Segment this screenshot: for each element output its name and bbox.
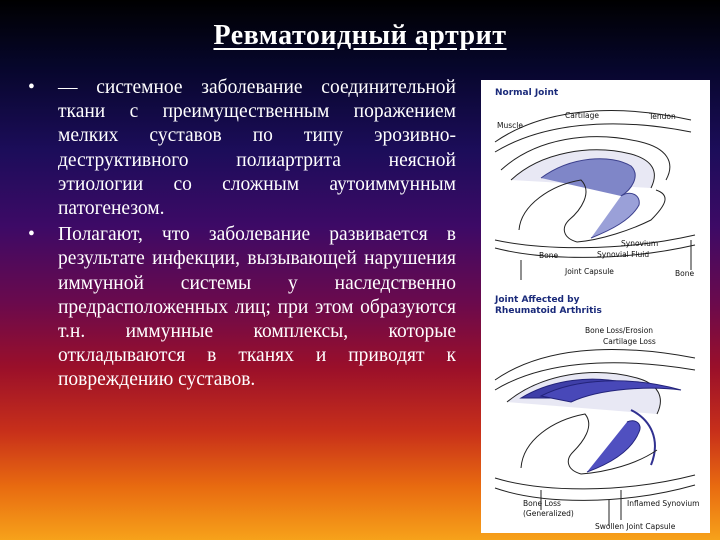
label-cartilage: Cartilage: [565, 111, 599, 120]
joint-diagram-svg: [481, 80, 710, 533]
label-bone-right: Bone: [675, 269, 695, 278]
label-joint-capsule: Joint Capsule: [565, 267, 614, 276]
ra-joint-heading-line2: Rheumatoid Arthritis: [495, 306, 602, 316]
bullet-text: Полагают, что заболевание развивается в результате инфекции, вызывающей нарушения иммунной системы у наследственно предрасположенных лиц; при этом образуются т.н. иммунные комплексы, которые откладываются в тканях и приводят к повреждению суставов.: [58, 224, 456, 391]
bullet-item-etiology: [28, 223, 456, 392]
label-synovium: Synovium: [621, 239, 659, 248]
label-bone-loss-erosion: Bone Loss/Erosion: [585, 326, 654, 335]
label-bone-left: Bone: [539, 251, 559, 260]
normal-joint-heading: Normal Joint: [495, 88, 559, 98]
bullet-list: [28, 76, 456, 393]
bullet-marker: •: [28, 77, 35, 98]
label-swollen-joint-capsule: Swollen Joint Capsule: [595, 522, 676, 531]
bullet-text: — системное заболевание соединительной ткани с преимущественным поражением мелких суставов по типу эрозивно-деструктивного полиартрита неясной этиологии со сложным аутоиммунным патогенезом.: [58, 77, 456, 220]
label-tendon: Tendon: [649, 112, 676, 121]
label-cartilage-loss: Cartilage Loss: [603, 337, 656, 346]
joint-illustration: [481, 80, 710, 533]
slide-title: Ревматоидный артрит: [213, 20, 507, 51]
label-generalized: (Generalized): [523, 509, 574, 518]
ra-joint-heading-line1: Joint Affected by: [495, 295, 580, 305]
label-synovial-fluid: Synovial Fluid: [597, 250, 650, 259]
bullet-item-definition: [28, 76, 456, 221]
bullet-marker: •: [28, 224, 35, 246]
label-muscle: Muscle: [497, 121, 523, 130]
normal-joint-drawing: [495, 111, 695, 280]
label-bone-loss: Bone Loss: [523, 499, 561, 508]
label-inflamed-synovium: Inflamed Synovium: [627, 499, 700, 508]
